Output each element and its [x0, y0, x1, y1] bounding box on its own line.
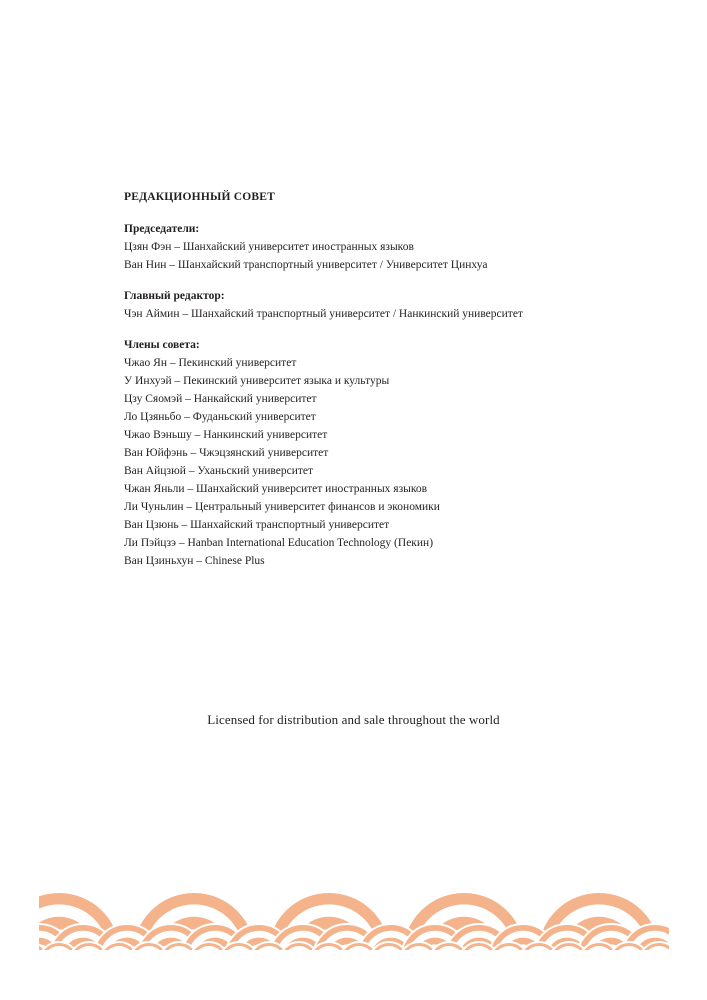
chair-line: Цзян Фэн – Шанхайский университет иностранных языков: [124, 241, 414, 253]
editor-line: Чэн Аймин – Шанхайский транспортный университет / Нанкинский университет: [124, 308, 523, 320]
member-line: Ли Пэйцзэ – Hanban International Education Technology (Пекин): [124, 537, 434, 549]
member-line: Ло Цзяньбо – Фуданьский университет: [124, 411, 316, 423]
board-title: РЕДАКЦИОННЫЙ СОВЕТ: [124, 191, 275, 203]
chairs-heading: Председатели:: [124, 223, 200, 235]
member-line: Ван Айцзюй – Уханьский университет: [124, 465, 314, 477]
chair-line: Ван Нин – Шанхайский транспортный университет / Университет Цинхуа: [124, 259, 488, 271]
member-line: Чжан Яньли – Шанхайский университет иностранных языков: [124, 483, 428, 495]
editor-heading: Главный редактор:: [124, 290, 225, 302]
member-line: Чжао Вэньшу – Нанкинский университет: [124, 429, 328, 441]
license-notice: Licensed for distribution and sale throughout the world: [207, 712, 500, 727]
chairs-section: [124, 220, 684, 274]
member-line: Ван Юйфэнь – Чжэцзянский университет: [124, 447, 329, 459]
member-line: У Инхуэй – Пекинский университет языка и культуры: [124, 375, 390, 387]
member-line: Цзу Сяомэй – Нанкайский университет: [124, 393, 317, 405]
seigaiha-wave-decoration: [39, 880, 669, 950]
editor-section: [124, 287, 684, 323]
editorial-board: [124, 190, 684, 583]
member-line: Ван Цзюнь – Шанхайский транспортный университет: [124, 519, 390, 531]
members-heading: Члены совета:: [124, 339, 200, 351]
members-section: [124, 336, 684, 570]
member-line: Ван Цзиньхун – Chinese Plus: [124, 555, 265, 567]
member-line: Ли Чуньлин – Центральный университет финансов и экономики: [124, 501, 440, 513]
member-line: Чжао Ян – Пекинский университет: [124, 357, 297, 369]
